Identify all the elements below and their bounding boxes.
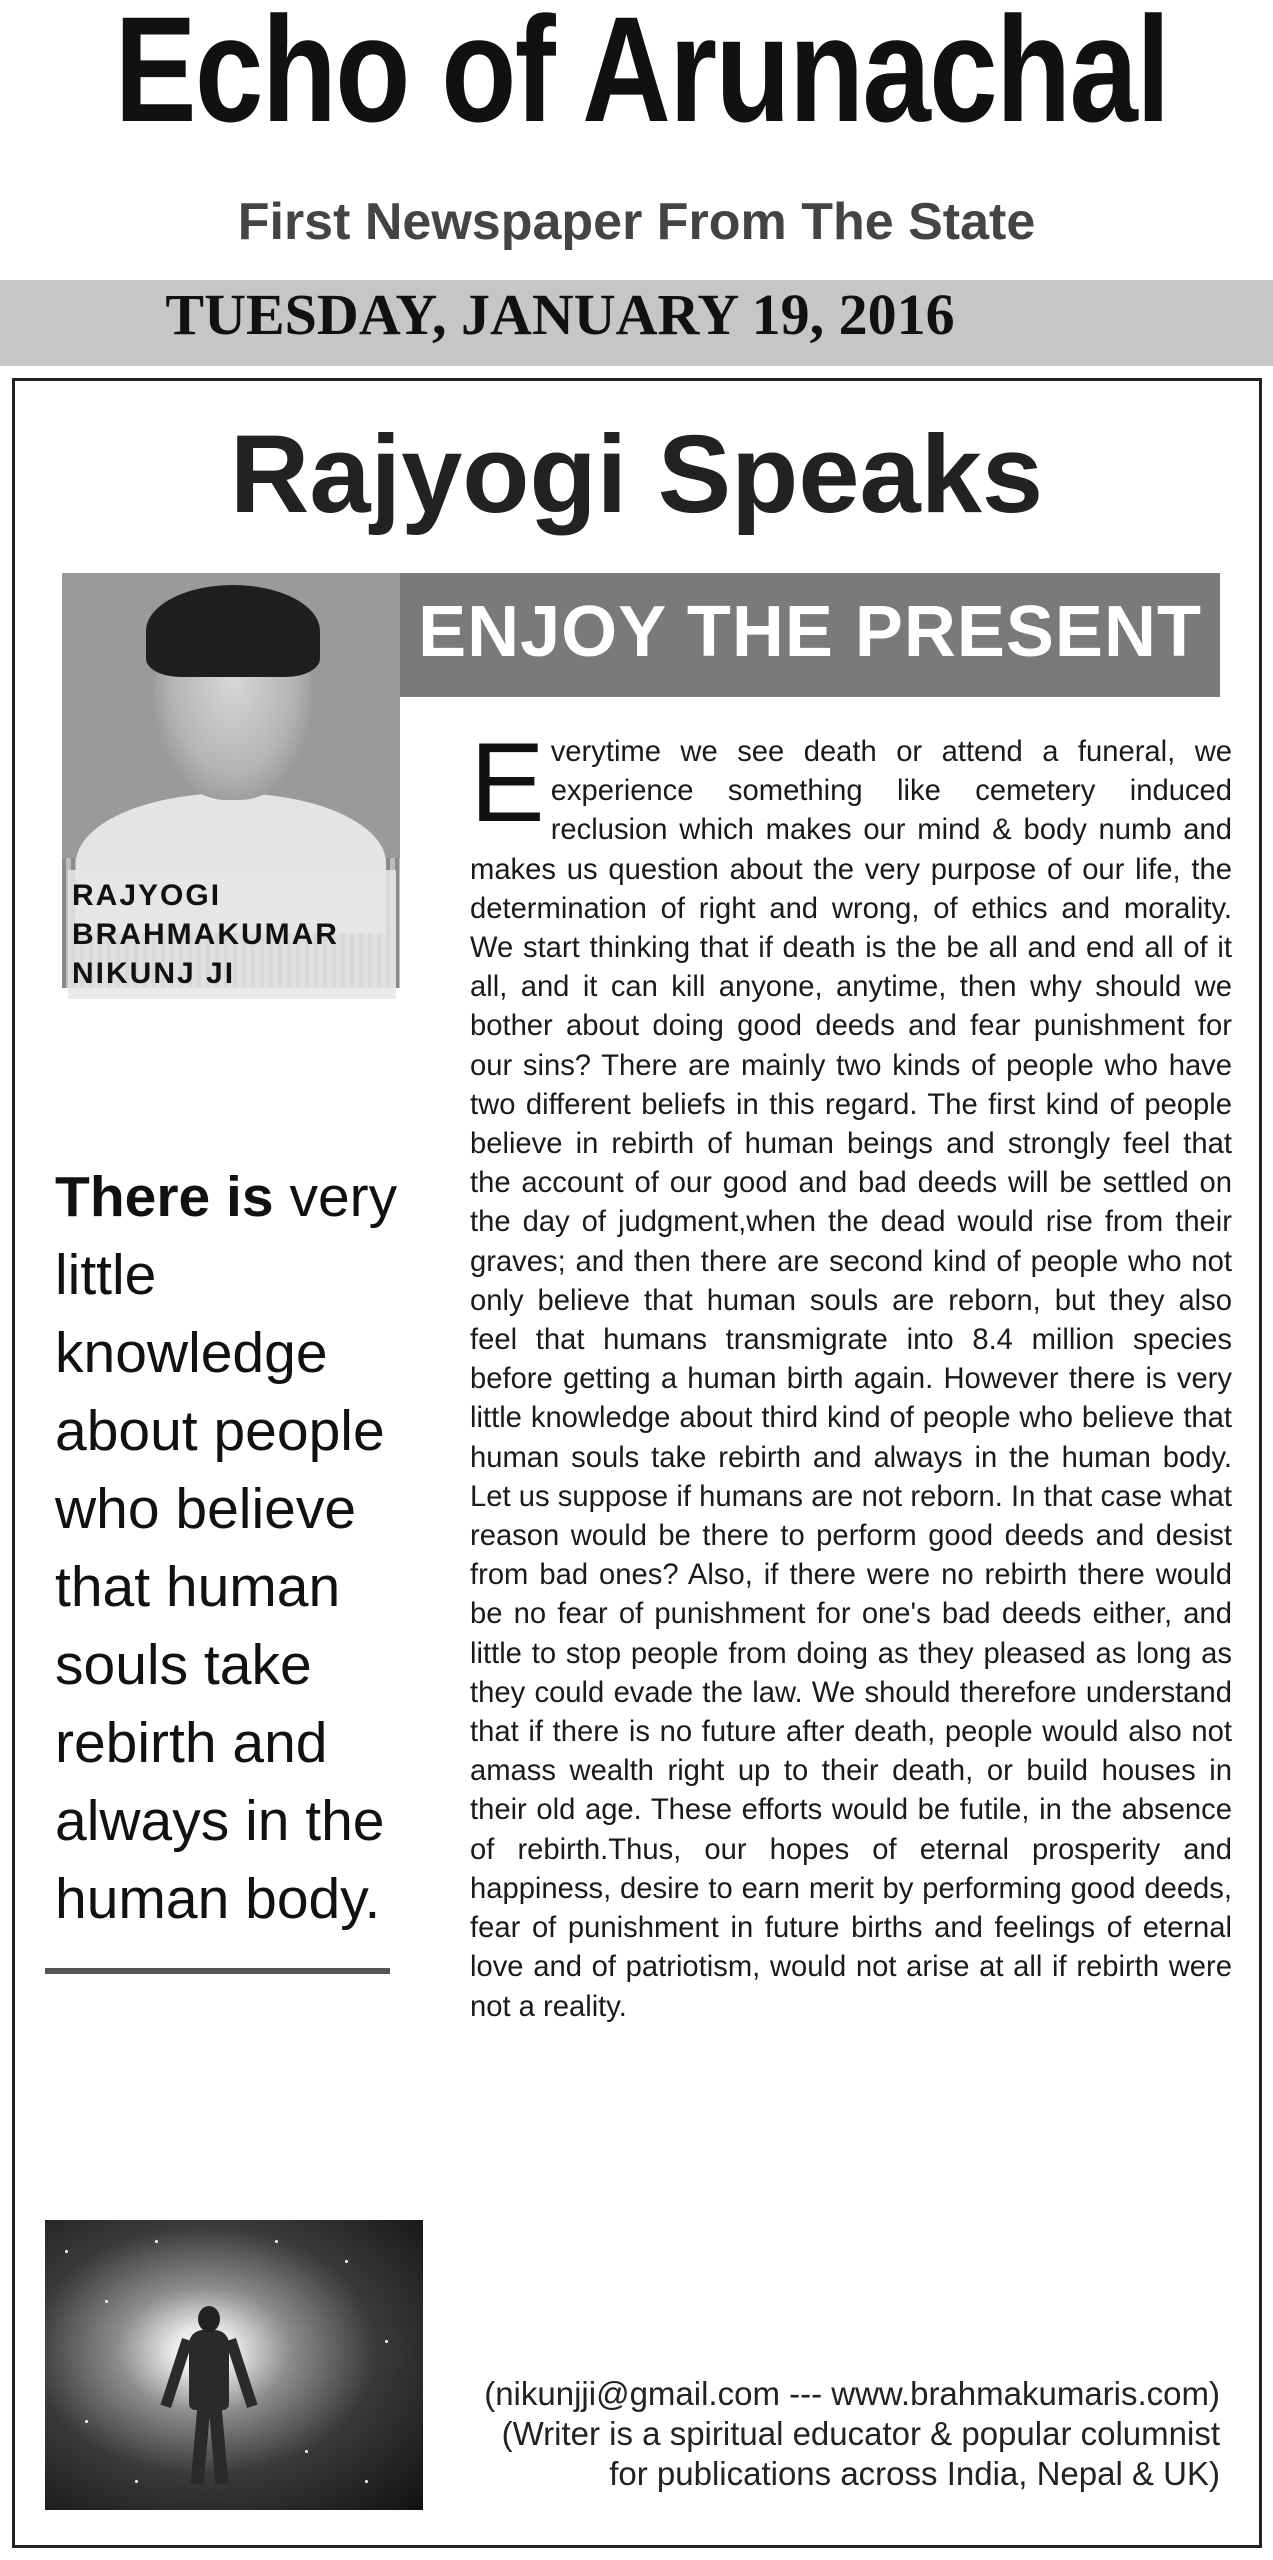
issue-date: TUESDAY, JANUARY 19, 2016	[165, 282, 955, 347]
star	[85, 2420, 88, 2423]
pull-quote	[55, 1158, 415, 1938]
figure-head	[198, 2306, 220, 2332]
star	[385, 2340, 388, 2343]
author-line-1: RAJYOGI	[72, 879, 222, 912]
newspaper-tagline: First Newspaper From The State	[237, 193, 1036, 251]
article-body-text: verytime we see death or attend a funeral, we experience something like cemetery induced reclusion which makes our mind & body numb and makes us question about the very purpose of our life, the determination of right and wrong, of ethics and morality. We start thinking that if death is the be all and end all of it all, and it can kill anyone, anytime, then why should we bother about doing good deeds and fear punishment for our sins? There are mainly two kinds of people who have two different beliefs in this regard. The first kind of people believe in rebirth of human beings and strongly feel that the account of our good and bad deeds will be settled on the day of judgment,when the dead would rise from their graves; and then there are second kind of people who not only believe that human souls are reborn, but they also feel that humans transmigrate into 8.4 million species before getting a human birth again. However there is very little knowledge about third kind of people who believe that human souls take rebirth and always in the human body. Let us suppose if humans are not reborn. In that case what reason would be there to perform good deeds and desist from bad ones? Also, if there were no rebirth there would be no fear of punishment for one's bad deeds either, and little to stop people from doing as they pleased as long as they could evade the law. We should therefore understand that if there is no future after death, people would also not amass wealth right up to their death, or build houses in their old age. These efforts would be futile, in the absence of rebirth.Thus, our hopes of eternal prosperity and happiness, desire to earn merit by performing good deeds, fear of punishment in future births and feelings of eternal love and of patriotism, would not arise at all if rebirth were not a reality.	[470, 736, 1232, 2023]
pull-quote-rule	[45, 1968, 390, 1974]
author-byline	[68, 870, 396, 999]
star	[345, 2260, 348, 2263]
star	[65, 2250, 68, 2253]
masthead	[0, 0, 1273, 280]
star	[155, 2240, 158, 2243]
figure-arm	[160, 2338, 192, 2408]
star	[305, 2450, 308, 2453]
author-bio-line-1: (Writer is a spiritual educator & popular columnist	[501, 2415, 1220, 2452]
figure-body	[189, 2330, 229, 2410]
author-hair	[146, 585, 320, 677]
figure-arm	[225, 2338, 257, 2408]
author-bio-line-2: for publications across India, Nepal & UK)	[609, 2455, 1220, 2492]
article-headline: ENJOY THE PRESENT	[418, 592, 1202, 672]
pull-quote-text: very little knowledge about people who believe that human souls take rebirth and always in the human body.	[55, 1165, 398, 1931]
drop-cap: E	[470, 720, 545, 845]
figure-leg	[209, 2406, 229, 2485]
article-body	[470, 720, 1232, 2027]
pull-quote-lead: There is	[55, 1165, 274, 1229]
figure-leg	[191, 2406, 211, 2485]
star	[105, 2300, 108, 2303]
star	[275, 2240, 278, 2243]
author-line-3: NIKUNJ JI	[72, 957, 236, 990]
star	[135, 2480, 138, 2483]
spiritual-light-image	[45, 2220, 423, 2510]
author-line-2: BRAHMAKUMAR	[72, 918, 339, 951]
newspaper-title: Echo of Arunachal	[114, 0, 1169, 153]
author-contact: (nikunjji@gmail.com --- www.brahmakumaris.com)	[484, 2375, 1220, 2412]
star	[365, 2480, 368, 2483]
article-footer	[420, 2374, 1220, 2494]
column-title: Rajyogi Speaks	[229, 413, 1044, 536]
